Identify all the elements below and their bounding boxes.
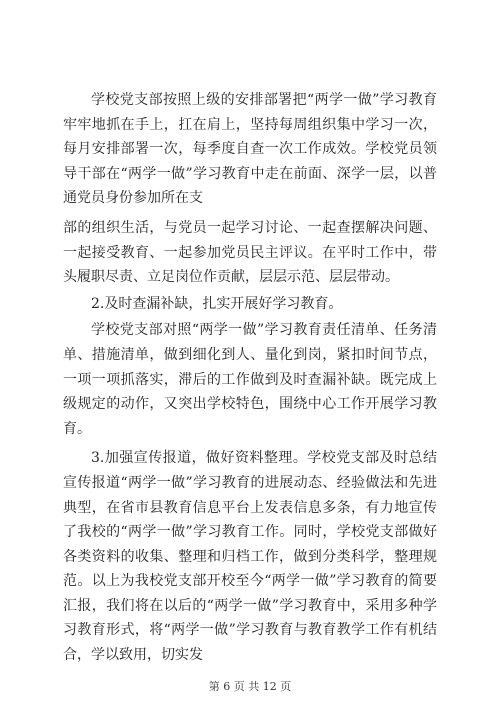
section-heading-2: 2.及时查漏补缺，扎实开展好学习教育。 — [91, 295, 343, 312]
paragraph-2: 部的组织生活，与党员一起学习讨论、一起查摆解决问题、一起接受教育、一起参加党员民主评议。在平时工作中，带头履职尽责、立足岗位作贡献，层层示范、层层带动。 — [63, 219, 437, 286]
document-body — [63, 88, 437, 668]
page-footer: 第 6 页 共 12 页 — [208, 680, 292, 693]
paragraph-3: 学校党支部对照“两学一做”学习教育责任清单、任务清单、措施清单，做到细化到人、量化到岗，紧扣时间节点，一项一项抓落实，滞后的工作做到及时查漏补缺。既完成上级规定的动作，又突出学校特色，围绕中心工作开展学习教育。 — [63, 322, 437, 437]
paragraph-4: 3.加强宣传报道，做好资料整理。学校党支部及时总结宣传报道“两学一做”学习教育的进展动态、经验做法和先进典型，在省市县教育信息平台上发表信息多条，有力地宣传了我校的“两学一做”学习教育工作。同时，学校党支部做好各类资料的收集、整理和归档工作，做到分类科学，整理规范。以上为我校党支部开校至今“两学一做”学习教育的简要汇报，我们将在以后的“两学一做”学习教育中，采用多种学习教育形式，将“两学一做”学习教育与教育教学工作有机结合，学以致用，切实发 — [63, 450, 437, 664]
paragraph-1: 学校党支部按照上级的安排部署把“两学一做”学习教育牢牢地抓在手上，扛在肩上，坚持每周组织集中学习一次，每月安排部署一次，每季度自查一次工作成效。学校党员领导干部在“两学一做”学习教育中走在前面、深学一层，以普通党员身份参加所在支 — [63, 92, 437, 207]
